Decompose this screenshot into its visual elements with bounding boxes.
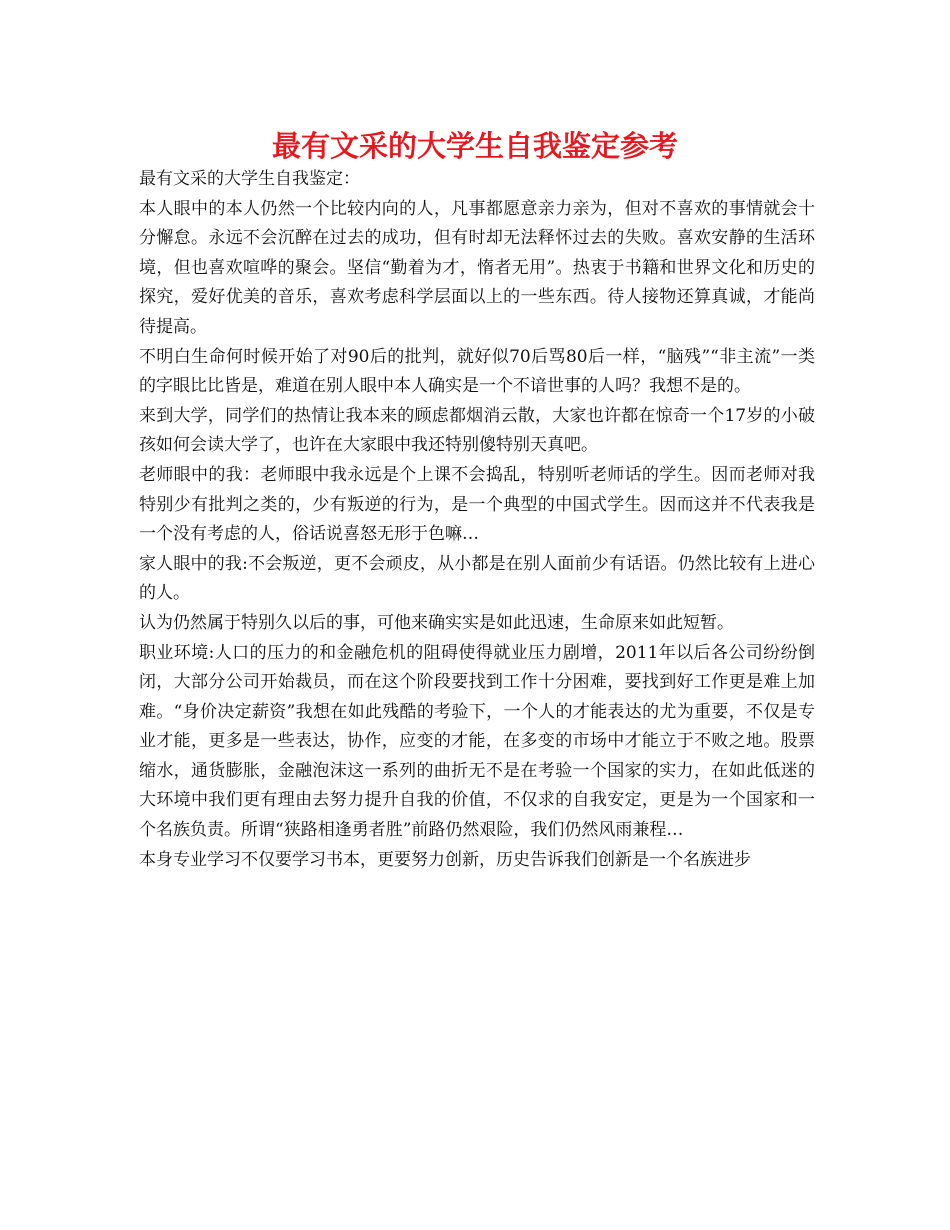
paragraph-time: 认为仍然属于特别久以后的事，可他来确实实是如此迅速，生命原来如此短暂。 <box>139 612 734 633</box>
paragraph-self-view: 本人眼中的本人仍然一个比较内向的人，凡事都愿意亲力亲为，但对不喜欢的事情就会十分懈怠。永远不会沉醉在过去的成功，但有时却无法释怀过去的失败。喜欢安静的生活环境，但也喜欢喧哗的聚会。坚信“勤着为才，惰者无用”。热衷于书籍和世界文化和历史的探究，爱好优美的音乐，喜欢考虑科学层面以上的一些东西。待人接物还算真诚，才能尚待提高。 <box>139 198 815 337</box>
paragraph-90s-criticism: 不明白生命何时候开始了对90后的批判，就好似70后骂80后一样，“脑残”“非主流”一类的字眼比比皆是，难道在别人眼中本人确实是一个不谙世事的人吗？我想不是的。 <box>139 346 815 397</box>
document-body <box>139 165 815 875</box>
document-title: 最有文采的大学生自我鉴定参考 <box>271 129 678 163</box>
paragraph-study: 本身专业学习不仅要学习书本，更要努力创新，历史告诉我们创新是一个名族进步 <box>139 849 751 870</box>
paragraph-family-view: 家人眼中的我:不会叛逆，更不会顽皮，从小都是在别人面前少有话语。仍然比较有上进心的人。 <box>139 553 815 604</box>
paragraph-university: 来到大学，同学们的热情让我本来的顾虑都烟消云散，大家也许都在惊奇一个17岁的小破孩如何会读大学了，也许在大家眼中我还特别傻特别天真吧。 <box>139 405 815 456</box>
paragraph-career-environment: 职业环境:人口的压力的和金融危机的阻碍使得就业压力剧增，2011年以后各公司纷纷倒闭，大部分公司开始裁员，而在这个阶段要找到工作十分困难，要找到好工作更是难上加难。“身价决定薪资”我想在如此残酷的考验下，一个人的才能表达的尤为重要，不仅是专业才能，更多是一些表达，协作，应变的才能，在多变的市场中才能立于不败之地。股票缩水，通货膨胀，金融泡沫这一系列的曲折无不是在考验一个国家的实力，在如此低迷的大环境中我们更有理由去努力提升自我的价值，不仅求的自我安定，更是为一个国家和一个名族负责。所谓“狭路相逢勇者胜”前路仍然艰险，我们仍然风雨兼程… <box>139 642 815 841</box>
paragraph-teacher-view: 老师眼中的我：老师眼中我永远是个上课不会捣乱，特别听老师话的学生。因而老师对我特别少有批判之类的，少有叛逆的行为，是一个典型的中国式学生。因而这并不代表我是一个没有考虑的人，俗话说喜怒无形于色嘛… <box>139 464 815 545</box>
paragraph-intro: 最有文采的大学生自我鉴定： <box>139 169 360 189</box>
